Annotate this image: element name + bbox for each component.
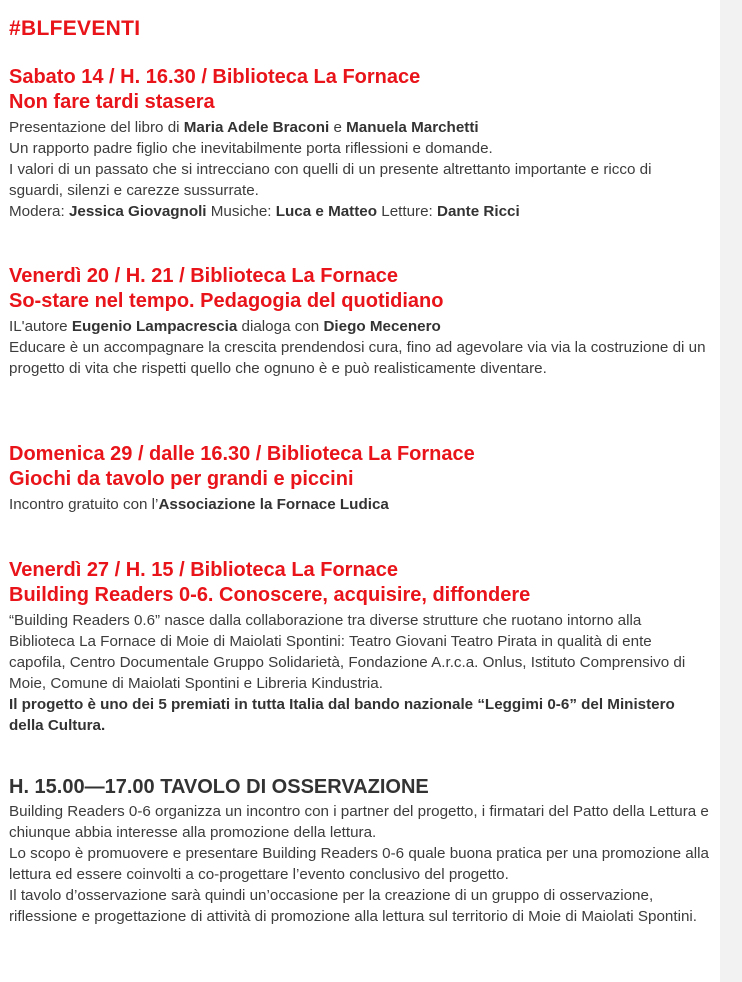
- description-line: I valori di un passato che si intrecciano con quelli di un presente altrettanto importante e ricco di sguardi, silenzi e carezze sussurrate.: [9, 161, 652, 199]
- event-description: [9, 316, 709, 379]
- description-intro: Incontro gratuito con l’: [9, 496, 159, 513]
- credits-line: [9, 201, 709, 222]
- event-card: [9, 442, 709, 515]
- event-title: Non fare tardi stasera: [9, 91, 215, 113]
- event-card: [9, 558, 709, 736]
- event-header: Venerdì 27 / H. 15 / Biblioteca La Fornace: [9, 559, 399, 581]
- conjunction: dialoga con: [237, 318, 324, 335]
- author-name: Maria Adele Braconi: [183, 119, 330, 136]
- credit-label: Modera:: [9, 203, 69, 220]
- organization-name: Associazione la Fornace Ludica: [158, 496, 389, 513]
- description-line: [9, 494, 709, 515]
- event-description: [9, 117, 709, 222]
- presenters-intro: Presentazione del libro di: [9, 119, 184, 136]
- author-name: Diego Mecenero: [323, 318, 441, 335]
- event-description: [9, 610, 709, 736]
- description-paragraph: “Building Readers 0.6” nasce dalla collaborazione tra diverse strutture che ruotano intorno alla Biblioteca La Fornace di Moie di Maiolati Spontini: Teatro Giovani Teatro Pirata in qualità di ente capofila, Centro Documentale Gruppo Solidarietà, Fondazione A.r.c.a. Onlus, Istituto Comprensivo di Moie, Comune di Maiolati Spontini e Libreria Kindustria.: [9, 612, 686, 692]
- event-header: Venerdì 20 / H. 21 / Biblioteca La Fornace: [9, 265, 399, 287]
- description-line: Educare è un accompagnare la crescita prendendosi cura, fino ad agevolare via via la costruzione di un progetto di vita che rispetti quello che ognuno è e può realisticamente diventare.: [9, 339, 706, 377]
- observation-description: [9, 801, 709, 927]
- presenters-line: [9, 316, 709, 337]
- right-scroll-gutter: [720, 0, 742, 982]
- credit-label: Letture:: [377, 203, 437, 220]
- music-name: Luca e Matteo: [275, 203, 378, 220]
- moderator-name: Jessica Giovagnoli: [68, 203, 207, 220]
- event-header: Domenica 29 / dalle 16.30 / Biblioteca La Fornace: [9, 443, 475, 465]
- event-header: Sabato 14 / H. 16.30 / Biblioteca La Fornace: [9, 66, 421, 88]
- observation-title: H. 15.00—17.00 TAVOLO DI OSSERVAZIONE: [9, 776, 429, 798]
- description-line: Un rapporto padre figlio che inevitabilmente porta riflessioni e domande.: [9, 140, 493, 157]
- readings-name: Dante Ricci: [436, 203, 520, 220]
- event-description: [9, 494, 709, 515]
- author-name: Manuela Marchetti: [346, 119, 479, 136]
- author-name: Eugenio Lampacrescia: [71, 318, 238, 335]
- presenters-intro: IL'autore: [9, 318, 72, 335]
- event-title: Building Readers 0-6. Conoscere, acquisire, diffondere: [9, 584, 531, 606]
- description-paragraph: Il tavolo d’osservazione sarà quindi un’occasione per la creazione di un gruppo di osservazione, riflessione e progettazione di attività di promozione alla lettura sul territorio di Moie di Maiolati Spontini.: [9, 887, 698, 925]
- conjunction: e: [329, 119, 347, 136]
- event-title: Giochi da tavolo per grandi e piccini: [9, 468, 354, 490]
- event-card: [9, 264, 709, 379]
- award-note: Il progetto è uno dei 5 premiati in tutta Italia dal bando nazionale “Leggimi 0-6” del Ministero della Cultura.: [9, 696, 675, 734]
- event-title: So-stare nel tempo. Pedagogia del quotidiano: [9, 290, 444, 312]
- credit-label: Musiche:: [206, 203, 276, 220]
- description-paragraph: Lo scopo è promuovere e presentare Building Readers 0-6 quale buona pratica per una promozione alla lettura ed essere coinvolti a co-progettare l’evento conclusivo del progetto.: [9, 845, 709, 883]
- description-paragraph: Building Readers 0-6 organizza un incontro con i partner del progetto, i firmatari del Patto della Lettura e chiunque abbia interesse alla promozione della lettura.: [9, 803, 709, 841]
- presenters-line: [9, 117, 709, 138]
- event-card: [9, 65, 709, 222]
- observation-section: [9, 775, 709, 927]
- hashtag-heading: #BLFEVENTI: [9, 17, 141, 40]
